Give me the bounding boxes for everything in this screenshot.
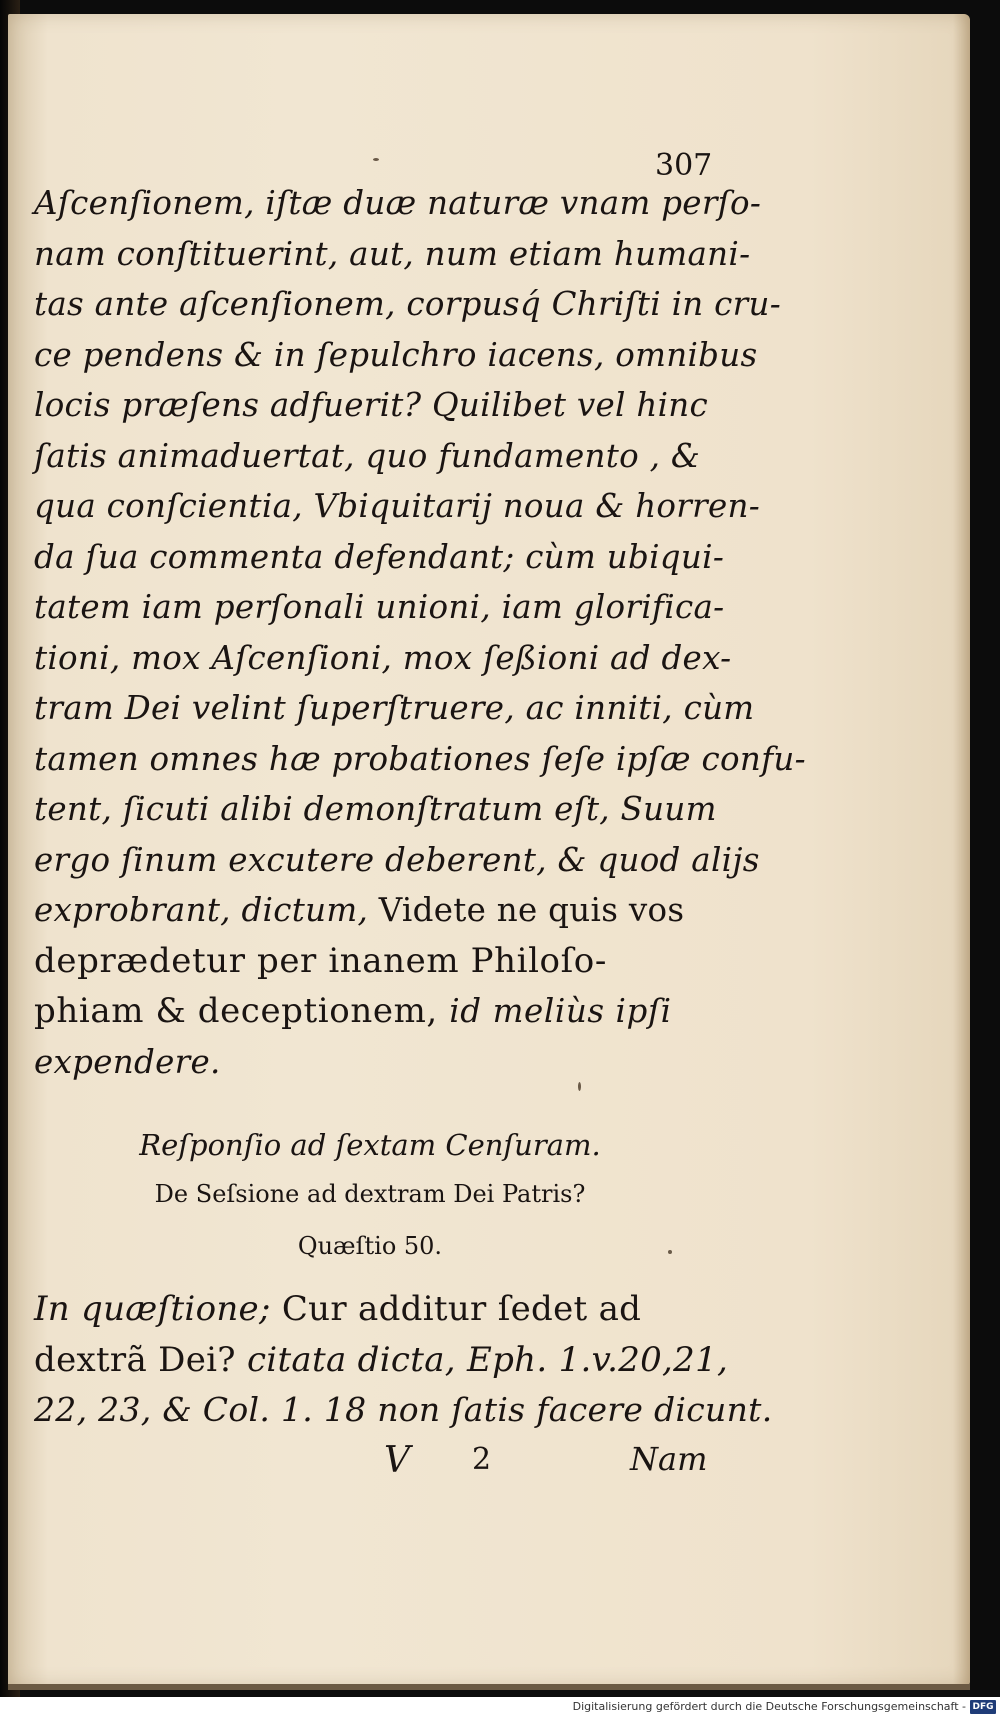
quotation-line: deprædetur per inanem Philoſo- — [34, 940, 607, 981]
text-line: tamen omnes hæ probationes ſeſe ipſæ confu- — [34, 739, 806, 778]
quotation-span: Cur additur ſedet ad — [281, 1289, 642, 1329]
text-line: ſatis animaduertat, quo fundamento , & — [34, 436, 701, 475]
page-number: 307 — [655, 148, 713, 183]
second-paragraph — [34, 1284, 773, 1436]
text-line: nam conſtituerint, aut, num etiam humani- — [34, 234, 751, 273]
quotation-span: dextrã Dei? — [34, 1339, 236, 1380]
text-line — [34, 1335, 734, 1386]
text-line: 22, 23, & Col. 1. 18 non ſatis facere dicunt. — [34, 1390, 773, 1429]
text-line: ce pendens & in ſepulchro iacens, omnibus — [34, 335, 758, 374]
text-line: qua conſcientia, Vbiquitarij noua & horren- — [34, 487, 761, 525]
main-paragraph — [34, 178, 806, 1087]
text-line: tas ante aſcenſionem, corpusq́ Chriſti in cru- — [34, 285, 781, 323]
question-label: Quæſtio 50. — [297, 1232, 443, 1260]
signature-number: 2 — [472, 1442, 492, 1477]
text-span: In quæſtione; — [34, 1289, 271, 1329]
quotation-span: Videte ne quis vos — [378, 891, 685, 929]
quotation-span: phiam & deceptionem, — [34, 991, 438, 1031]
text-line — [34, 1284, 734, 1335]
text-line — [34, 885, 724, 936]
ink-speck — [668, 1250, 672, 1254]
ink-speck — [373, 158, 379, 161]
text-line: tatem iam perſonali unioni, iam glorifica- — [34, 588, 725, 626]
text-line: tioni, mox Aſcenſioni, mox ſeßioni ad dex- — [34, 638, 732, 677]
text-line: tent, ſicuti alibi demonſtratum eſt, Suum — [34, 790, 717, 828]
text-line: tram Dei velint ſuperſtruere, ac inniti, cùm — [34, 689, 755, 727]
text-span: citata dicta, Eph. 1.v.20,21, — [246, 1339, 729, 1380]
text-line: ergo ſinum excutere deberent, & quod alijs — [34, 840, 760, 879]
catchword: Nam — [630, 1440, 708, 1478]
quotation-line — [34, 986, 724, 1037]
text-line: locis præſens adfuerit? Quilibet vel hinc — [34, 386, 709, 424]
funding-credit: Digitalisierung gefördert durch die Deutsche Forschungsgemeinschaft - — [572, 1700, 966, 1713]
section-subheading: De Seſsione ad dextram Dei Patris? — [154, 1180, 586, 1208]
text-line: expendere. — [34, 1042, 221, 1081]
text-span: exprobrant, dictum, — [34, 891, 369, 929]
text-line: da ſua commenta defendant; cùm ubiqui- — [34, 537, 725, 576]
signature-mark: V — [384, 1440, 410, 1481]
text-span: id meliùs ipſi — [449, 992, 672, 1030]
text-line: Aſcenſionem, iſtæ duæ naturæ vnam perſo- — [34, 184, 762, 222]
section-heading: Reſponſio ad ſextam Cenſuram. — [139, 1128, 601, 1162]
dfg-logo: DFG — [970, 1700, 996, 1714]
ink-speck — [578, 1082, 581, 1091]
page-edge — [8, 1684, 970, 1690]
